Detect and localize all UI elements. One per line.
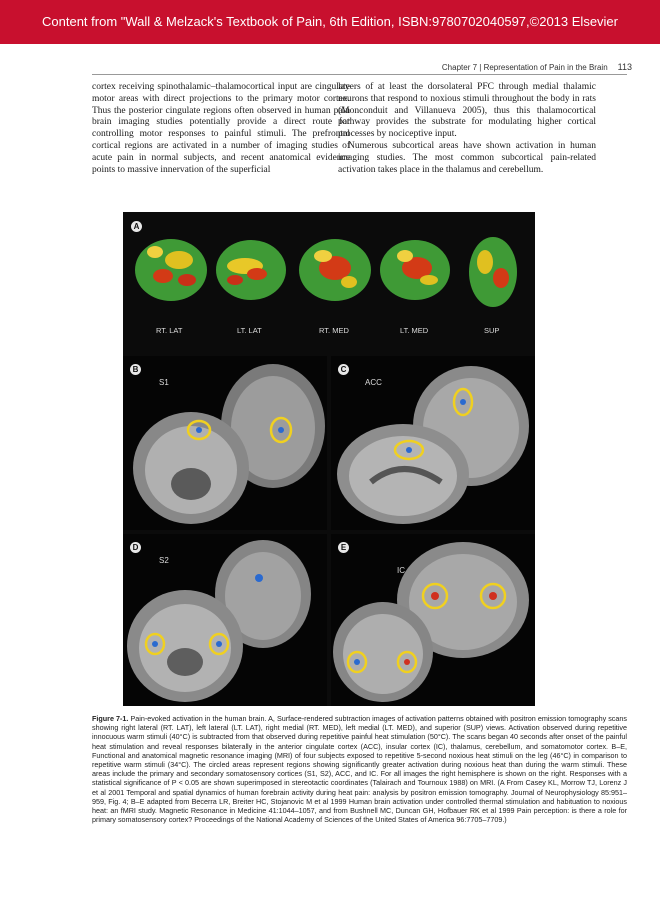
panel-a	[123, 212, 535, 352]
panel-label: D	[130, 542, 141, 553]
panel-b	[123, 356, 327, 530]
panel-label: A	[131, 221, 142, 232]
text-column-left	[92, 82, 350, 176]
brain-render-lt-med	[380, 240, 450, 300]
brain-render-lt-lat	[216, 240, 286, 300]
running-head	[442, 62, 632, 72]
paragraph: Numerous subcortical areas have shown activation in human imaging studies. The most common subcortical pain-related activation takes place in the thalamus and cerebellum.	[338, 140, 596, 175]
region-label: S1	[159, 378, 169, 387]
copyright-banner: Content from "Wall & Melzack's Textbook of Pain, 6th Edition, ISBN:9780702040597,©2013 Elsevier	[0, 0, 660, 44]
figure-caption	[92, 714, 627, 824]
page-number: 113	[617, 62, 632, 72]
running-head-title: Chapter 7 | Representation of Pain in the Brain	[441, 63, 608, 72]
figure-number: Figure 7-1.	[92, 714, 129, 723]
region-label: ACC	[365, 378, 382, 387]
text-column-right	[338, 82, 596, 176]
view-label: RT. MED	[319, 326, 349, 335]
panel-label: E	[338, 542, 349, 553]
panel-d	[123, 534, 327, 706]
view-label: LT. LAT	[237, 326, 262, 335]
header-rule	[92, 74, 627, 75]
panel-label: B	[130, 364, 141, 375]
region-label: S2	[159, 556, 169, 565]
brain-render-rt-med	[299, 239, 371, 301]
panel-e	[331, 534, 535, 706]
panel-label: C	[338, 364, 349, 375]
paragraph: layers of at least the dorsolateral PFC through medial thalamic neurons that respond to noxious stimuli throughout the body in rats (Monconduit and Villanueva 2005), thus this thalamocortical pathway provides the substrate for modulating higher cortical processes by nociceptive input.	[338, 82, 596, 140]
mri-ic	[331, 534, 535, 706]
paragraph: cortex receiving spinothalamic–thalamocortical input are cingulate motor areas with direct projections to the primary motor cortex. Thus the posterior cingulate regions often observed in human pain brain imaging studies potentially provide a direct route for controlling motor responses to painful stimuli. The prefrontal cortical regions are activated in a number of imaging studies of acute pain in normal subjects, and recent anatomical evidence points to massive innervation of the superficial	[92, 82, 350, 175]
view-label: SUP	[484, 326, 500, 335]
caption-text: Pain-evoked activation in the human brain. A, Surface-rendered subtraction images of activation patterns obtained with positron emission tomography scans showing right lateral (RT. LAT), left lateral (LT. LAT), right medial (RT. MED), left medial (LT. MED), and superior (SUP) views. Activation observed during repetitive innocuous warm stimuli (40°C) is subtracted from that observed during repetitive painful heat stimulation (50°C). The scans began 40 seconds after onset of the painful heat stimulation and reveal responses bilaterally in the anterior cingulate cortex (ACC), insular cortex (IC), thalamus, cerebellum, and somatomotor cortex. B–E, Functional and anatomical magnetic resonance imaging (MRI) of four subjects exposed to repetitive 5-second noxious heat stimuli on the leg (46°C) in comparison to repetitive warm stimuli (34°C). The circled areas represent regions showing significantly greater activation during noxious heat than during the warm stimuli. These areas include the primary and secondary somatosensory cortices (S1, S2), ACC, and IC. For all images the right hemisphere is shown on the right. Responses with a statistical significance of P < 0.05 are shown superimposed in stereotactic coordinates (Talairach and Tournoux 1988) on MRI. (A From Casey KL, Morrow TJ, Lorenz J et al 2001 Temporal and spatial dynamics of human forebrain activity during heat pain: analysis by positron emission tomography. Journal of Neurophysiology 85:951–959, Fig. 4; B–E adapted from Becerra LR, Breiter HC, Stojanovic M et al 1999 Human brain activation under controlled thermal stimulation and habituation to noxious heat: an fMRI study. Magnetic Resonance in Medicine 41:1044–1057, and from Bushnell MC, Duncan GH, Hofbauer RK et al 1999 Pain perception: is there a role for primary somatosensory cortex? Proceedings of the National Academy of Sciences of the United States of America 96:7705–7709.)	[92, 714, 627, 825]
mri-s2	[123, 534, 327, 706]
panel-c	[331, 356, 535, 530]
mri-s1	[123, 356, 327, 530]
region-label: IC	[397, 566, 405, 575]
figure-7-1	[123, 212, 535, 706]
mri-acc	[331, 356, 535, 530]
view-label: RT. LAT	[156, 326, 183, 335]
view-label: LT. MED	[400, 326, 429, 335]
brain-render-rt-lat	[135, 239, 207, 301]
brain-render-sup	[469, 237, 517, 307]
